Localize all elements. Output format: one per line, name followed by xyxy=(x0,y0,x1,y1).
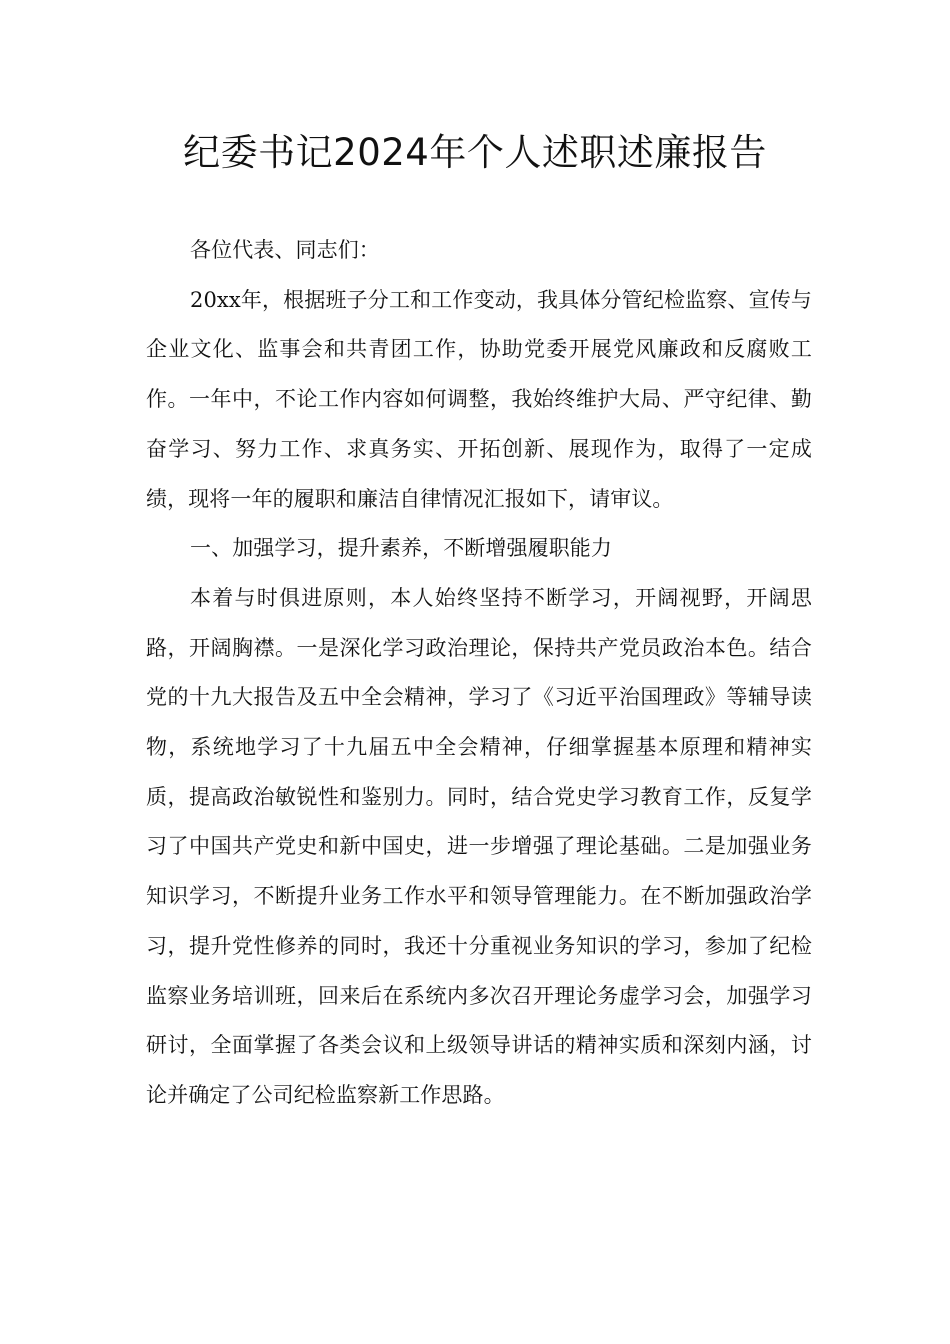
intro-paragraph: 20xx年，根据班子分工和工作变动，我具体分管纪检监察、宣传与企业文化、监事会和共青团工作，协助党委开展党风廉政和反腐败工作。一年中，不论工作内容如何调整，我始终维护大局、严守纪律、勤奋学习、努力工作、求真务实、开拓创新、展现作为，取得了一定成绩，现将一年的履职和廉洁自律情况汇报如下，请审议。 xyxy=(146,287,812,511)
section-body-paragraph: 本着与时俱进原则，本人始终坚持不断学习，开阔视野，开阔思路，开阔胸襟。一是深化学习政治理论，保持共产党员政治本色。结合党的十九大报告及五中全会精神，学习了《习近平治国理政》等辅导读物，系统地学习了十九届五中全会精神，仔细掌握基本原理和精神实质，提高政治敏锐性和鉴别力。同时，结合党史学习教育工作，反复学习了中国共产党史和新中国史，进一步增强了理论基础。二是加强业务知识学习，不断提升业务工作水平和领导管理能力。在不断加强政治学习，提升党性修养的同时，我还十分重视业务知识的学习，参加了纪检监察业务培训班，回来后在系统内多次召开理论务虚学习会，加强学习研讨，全面掌握了各类会议和上级领导讲话的精神实质和深刻内涵，讨论并确定了公司纪检监察新工作思路。 xyxy=(146,585,812,1107)
document-body xyxy=(146,226,812,1121)
section-heading: 一、加强学习，提升素养，不断增强履职能力 xyxy=(190,536,612,561)
salutation-paragraph: 各位代表、同志们： xyxy=(190,238,380,262)
document-title: 纪委书记2024年个人述职述廉报告 xyxy=(183,131,767,174)
